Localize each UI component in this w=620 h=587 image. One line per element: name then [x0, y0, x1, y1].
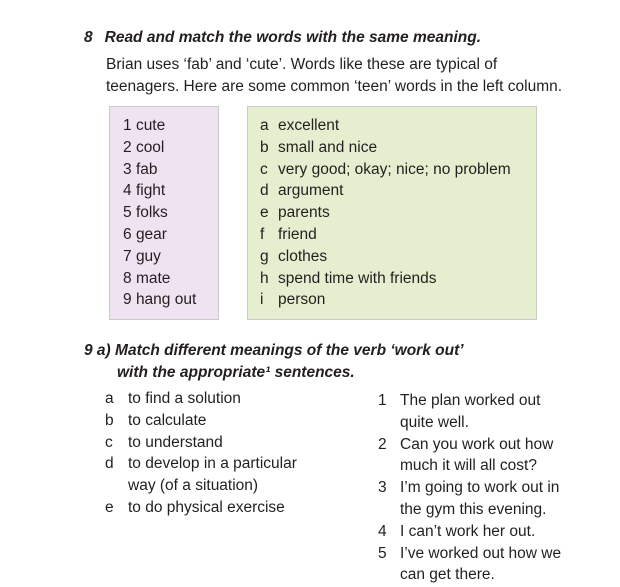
list-item: 2 Can you work out how much it will all cost? [378, 435, 554, 475]
work-out-meanings-list [105, 388, 345, 519]
list-item: b to calculate [105, 411, 207, 429]
list-item: a to find a solution [105, 390, 241, 407]
list-item: 1 cute [123, 117, 166, 134]
list-item: 7 guy [123, 247, 161, 265]
list-item: 2 cool [123, 138, 165, 156]
exercise-8-intro [106, 54, 562, 98]
teen-words-list [123, 115, 196, 311]
list-item: 3 fab [123, 160, 158, 178]
exercise-9-number: 9 a) [84, 342, 111, 359]
exercise-8-title: Read and match the words with the same meaning. [104, 29, 482, 46]
exercise-8-heading [84, 29, 481, 47]
list-item: d argument [260, 182, 344, 200]
list-item: 8 mate [123, 269, 171, 287]
list-item: c to understand [105, 433, 223, 451]
list-item: 3 I’m going to work out in the gym this evening. [378, 479, 560, 518]
intro-line-2: teenagers. Here are some common ‘teen’ words in the left column. [106, 78, 563, 95]
list-item: 5 I’ve worked out how we can get there. [378, 544, 562, 584]
exercise-9-heading [84, 340, 464, 384]
list-item: 6 gear [123, 225, 167, 243]
exercise-9-title-line-2: with the appropriate¹ sentences. [117, 364, 355, 381]
list-item: f friend [260, 225, 317, 243]
list-item: e to do physical exercise [105, 498, 285, 516]
list-item: 4 fight [123, 182, 166, 200]
list-item: e parents [260, 204, 330, 222]
list-item: 1 The plan worked out quite well. [378, 392, 541, 431]
intro-line-1: Brian uses ‘fab’ and ‘cute’. Words like these are typical of [106, 56, 498, 73]
list-item: b small and nice [260, 138, 378, 156]
work-out-sentences-list [378, 390, 608, 586]
meanings-list [260, 115, 511, 311]
list-item: d to develop in a particular way (of a situation) [105, 455, 297, 495]
exercise-8-number: 8 [84, 29, 93, 46]
list-item: 4 I can’t work her out. [378, 522, 536, 540]
list-item: 9 hang out [123, 291, 197, 309]
list-item: c very good; okay; nice; no problem [260, 160, 511, 178]
list-item: i person [260, 291, 326, 309]
list-item: a excellent [260, 117, 340, 134]
list-item: g clothes [260, 247, 328, 265]
list-item: 5 folks [123, 204, 168, 222]
list-item: h spend time with friends [260, 269, 437, 287]
exercise-9-title-line-1: Match different meanings of the verb ‘work out’ [115, 342, 464, 359]
